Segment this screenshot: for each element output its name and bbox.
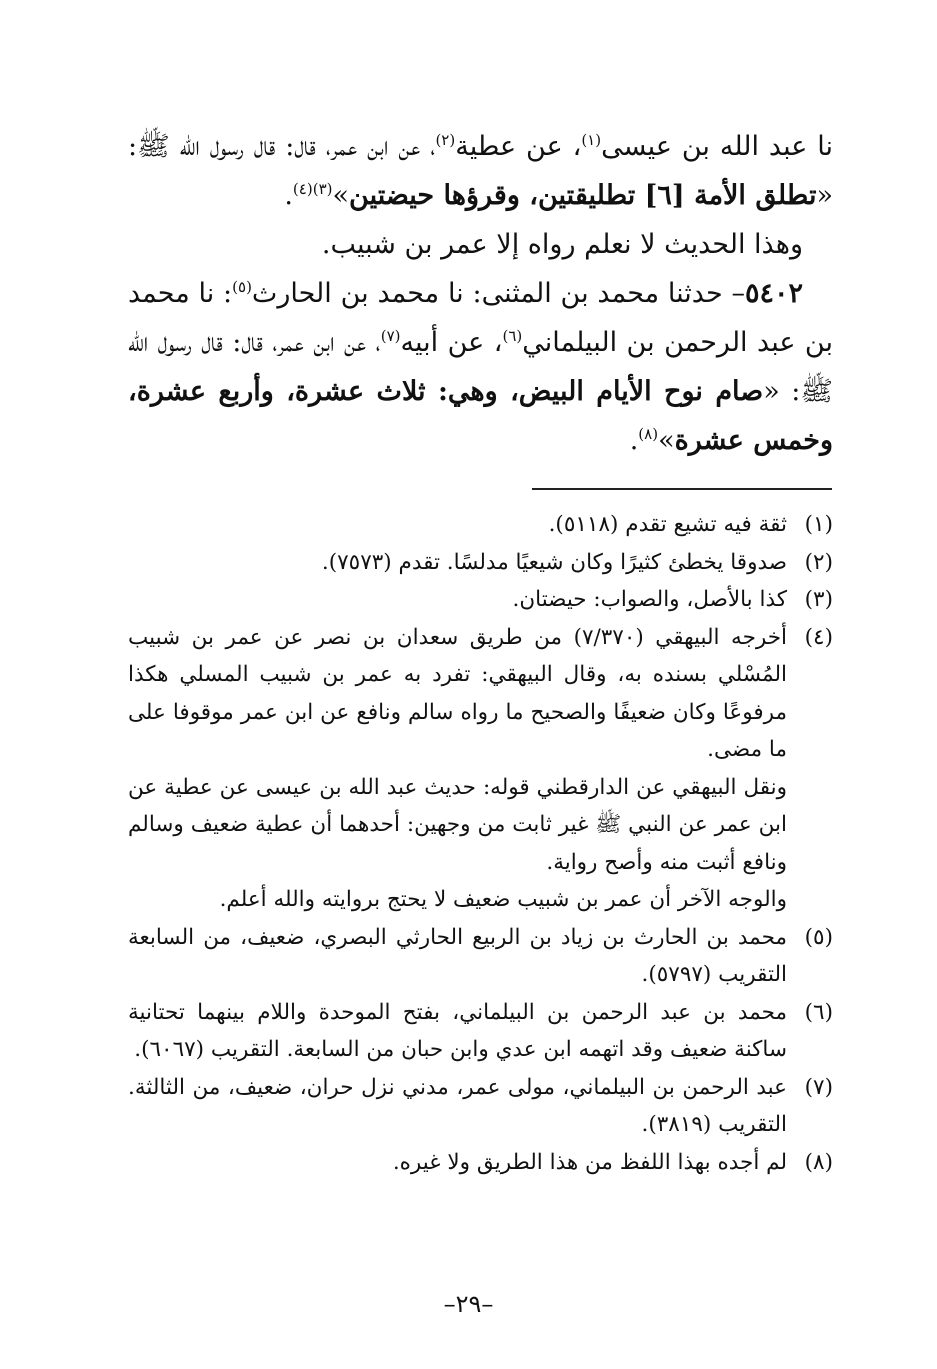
footnote-number: (٤) xyxy=(804,624,833,650)
main-text xyxy=(128,122,833,465)
text-run: » xyxy=(658,425,675,456)
hadith-text: تطلق الأمة [٦] تطليقتين، وقرؤها حيضتين xyxy=(349,180,817,211)
footnote-text: لم أجده بهذا اللفظ من هذا الطريق ولا غيره. xyxy=(392,1149,787,1175)
text-run: . xyxy=(629,425,639,456)
text-run: ، عن أبيه xyxy=(400,327,503,358)
footnote-text: محمد بن الحارث بن زياد بن الربيع الحارثي البصري، ضعيف، من السابعة التقريب (٥٧٩٧). xyxy=(128,924,787,987)
text-run: . xyxy=(284,180,293,211)
footnote-ref: (٨) xyxy=(638,425,659,443)
footnote-ref: (٣)(٤) xyxy=(292,180,333,198)
hadith-paragraph-2 xyxy=(128,269,833,465)
footnote-ref: (١) xyxy=(581,131,602,149)
footnote-text: صدوقا يخطئ كثيرًا وكان شيعيًا مدلسًا. تقدم (٧٥٧٣). xyxy=(321,549,787,575)
footnote-5 xyxy=(128,919,833,994)
footnote-text: كذا بالأصل، والصواب: حيضتان. xyxy=(512,587,787,612)
footnotes xyxy=(128,506,833,1181)
footnote-4-continuation: والوجه الآخر أن عمر بن شبيب ضعيف لا يحتج بروايته والله أعلم. xyxy=(219,887,787,912)
text-run: – حدثنا محمد بن المثنى: نا محمد بن الحارث xyxy=(251,278,745,309)
footnote-ref: (٥) xyxy=(232,278,252,296)
footnote-4-continuation: ونقل البيهقي عن الدارقطني قوله: حديث عبد الله بن عيسى عن عطية عن ابن عمر عن النبي ﷺ غير ثابت من وجهين: أحدهما أن عطية ضعيف وسالم ونافع أثبت منه وأصح رواية. xyxy=(128,774,787,875)
footnote-2 xyxy=(128,544,833,582)
page-number: –٢٩– xyxy=(443,1290,494,1318)
hadith-number: ٥٤٠٢ xyxy=(744,278,803,309)
text-run: ، عن ابن عمر، قال: قال رسول الله ﷺ: « xyxy=(128,131,833,211)
hadith-text: صام نوح الأيام البيض، وهي: ثلاث عشرة، وأربع عشرة، وخمس عشرة xyxy=(128,376,833,456)
text-run: نا عبد الله بن عيسى xyxy=(601,131,833,162)
footnote-ref: (٧) xyxy=(380,327,401,345)
footnote-text: عبد الرحمن بن البيلماني، مولى عمر، مدني نزل حران، ضعيف، من الثالثة. التقريب (٣٨١٩). xyxy=(128,1074,787,1137)
footnote-number: (٢) xyxy=(804,549,833,575)
text-run: ، عن ابن عمر، قال: قال رسول الله ﷺ: « xyxy=(128,327,833,407)
footnote-number: (٧) xyxy=(804,1074,833,1100)
hadith-paragraph-1 xyxy=(128,122,833,220)
text-run: : نا محمد بن عبد الرحمن بن البيلماني xyxy=(128,278,833,358)
text-run: » xyxy=(332,180,350,211)
footnote-text: أخرجه البيهقي (٧/٣٧٠) من طريق سعدان بن نصر عن عمر بن شبيب المُسْلي بسنده به، وقال البيهقي: تفرد به عمر بن شبيب المسلي هكذا مرفوعًا وكان ضعيفًا والصحيح ما رواه سالم ونافع عن ابن عمر موقوفا على ما مضى. xyxy=(128,624,787,762)
footnote-number: (٦) xyxy=(804,999,833,1025)
footnote-number: (٣) xyxy=(804,587,833,612)
footnote-number: (٥) xyxy=(804,924,833,950)
footnote-6 xyxy=(128,994,833,1069)
footnote-ref: (٢) xyxy=(435,131,456,149)
footnote-8 xyxy=(128,1144,833,1182)
footnote-text: محمد بن عبد الرحمن بن البيلماني، بفتح الموحدة واللام بينهما تحتانية ساكنة ضعيف وقد اتهمه ابن عدي وابن حبان من السابعة. التقريب (٦٠٦٧). xyxy=(128,999,787,1062)
footnote-1 xyxy=(128,506,833,544)
footnote-number: (٨) xyxy=(804,1149,833,1175)
footnote-separator xyxy=(532,488,832,490)
footnote-7 xyxy=(128,1069,833,1144)
footnote-ref: (٦) xyxy=(502,327,523,345)
footnote-4 xyxy=(128,619,833,769)
comment-paragraph: وهذا الحديث لا نعلم رواه إلا عمر بن شبيب. xyxy=(321,229,803,260)
footnote-3 xyxy=(128,581,833,619)
footnote-text: ثقة فيه تشيع تقدم (٥١١٨). xyxy=(548,512,787,537)
text-run: ، عن عطية xyxy=(455,131,582,162)
footnote-number: (١) xyxy=(804,512,833,537)
